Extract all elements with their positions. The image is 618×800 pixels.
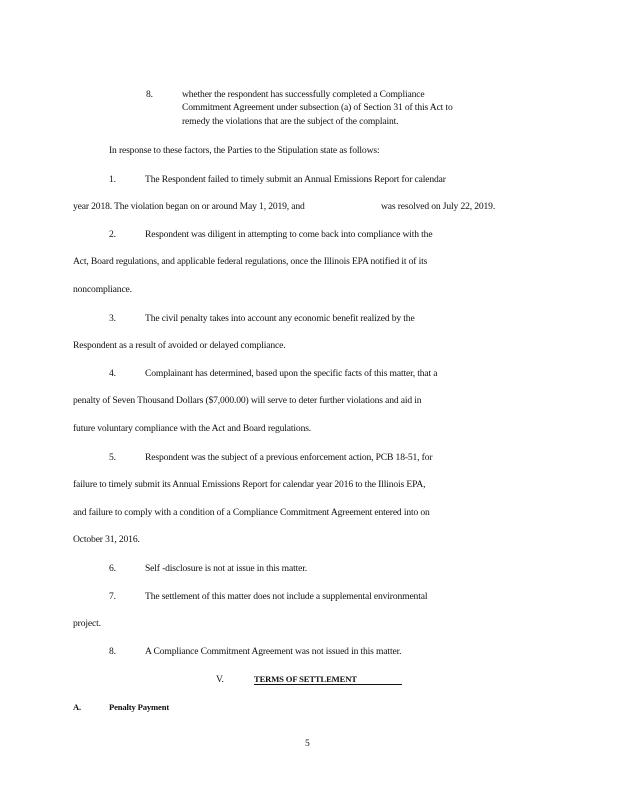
para-4-line-2: penalty of Seven Thousand Dollars ($7,000.00) will serve to deter further violations and aid in: [73, 395, 422, 406]
para-7-number: 7.: [109, 591, 116, 602]
para-5-line-2: failure to timely submit its Annual Emissions Report for calendar year 2016 to the Illinois EPA,: [73, 479, 426, 490]
para-5-line-1: Respondent was the subject of a previous enforcement action, PCB 18-51, for: [145, 452, 433, 463]
para-2-line-2: Act, Board regulations, and applicable federal regulations, once the Illinois EPA notified it of its: [73, 256, 428, 267]
para-5-line-3: and failure to comply with a condition of a Compliance Commitment Agreement entered into on: [73, 507, 430, 518]
para-5-line-4: October 31, 2016.: [73, 534, 140, 545]
para-6-line-1: Self -disclosure is not at issue in this matter.: [145, 563, 308, 574]
para-6-number: 6.: [109, 563, 116, 574]
factor-8-line-3: remedy the violations that are the subject of the complaint.: [182, 116, 399, 127]
section-title: TERMS OF SETTLEMENT: [254, 674, 357, 684]
para-5-number: 5.: [109, 452, 116, 463]
para-7-line-2: project.: [73, 618, 101, 629]
subsection-letter: A.: [73, 702, 82, 712]
section-title-underline: [254, 684, 402, 685]
response-intro: In response to these factors, the Parties to the Stipulation state as follows:: [109, 145, 380, 156]
para-4-line-3: future voluntary compliance with the Act and Board regulations.: [73, 423, 312, 434]
para-8-number: 8.: [109, 646, 116, 657]
para-3-number: 3.: [109, 313, 116, 324]
factor-8-line-2: Commitment Agreement under subsection (a) of Section 31 of this Act to: [182, 102, 453, 113]
para-2-line-3: noncompliance.: [73, 284, 132, 295]
para-1-line-2b: was resolved on July 22, 2019.: [381, 201, 496, 212]
section-numeral: V.: [216, 674, 224, 685]
factor-8-number: 8.: [146, 89, 153, 100]
page-number: 5: [305, 738, 310, 749]
para-4-line-1: Complainant has determined, based upon the specific facts of this matter, that a: [145, 368, 438, 379]
para-8-line-1: A Compliance Commitment Agreement was not issued in this matter.: [145, 646, 402, 657]
para-2-number: 2.: [109, 229, 116, 240]
factor-8-line-1: whether the respondent has successfully completed a Compliance: [182, 89, 425, 100]
para-1-line-1: The Respondent failed to timely submit an Annual Emissions Report for calendar: [145, 174, 446, 185]
para-1-number: 1.: [109, 174, 116, 185]
para-2-line-1: Respondent was diligent in attempting to come back into compliance with the: [145, 229, 433, 240]
subsection-title: Penalty Payment: [109, 702, 170, 712]
para-1-line-2a: year 2018. The violation began on or around May 1, 2019, and: [73, 201, 305, 212]
para-3-line-1: The civil penalty takes into account any economic benefit realized by the: [145, 313, 415, 324]
para-3-line-2: Respondent as a result of avoided or delayed compliance.: [73, 340, 286, 351]
para-4-number: 4.: [109, 368, 116, 379]
para-7-line-1: The settlement of this matter does not include a supplemental environmental: [145, 591, 428, 602]
